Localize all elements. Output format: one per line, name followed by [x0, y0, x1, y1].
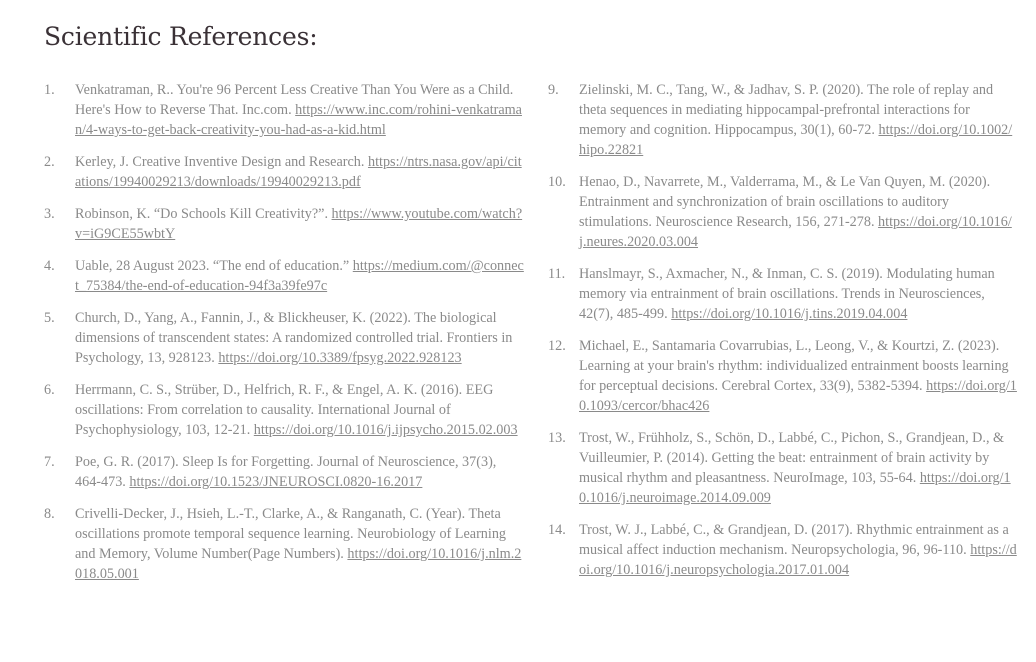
- reference-number: 12.: [548, 338, 566, 354]
- reference-text: Robinson, K. “Do Schools Kill Creativity?”.: [75, 206, 332, 222]
- reference-number: 13.: [548, 430, 566, 446]
- reference-link[interactable]: https://doi.org/10.1016/j.tins.2019.04.004: [671, 306, 908, 322]
- reference-item-10: [548, 172, 1018, 252]
- reference-number: 4.: [44, 258, 55, 274]
- reference-text: Kerley, J. Creative Inventive Design and Research.: [75, 154, 368, 170]
- reference-text: Trost, W. J., Labbé, C., & Grandjean, D. (2017). Rhythmic entrainment as a musical affect induction mechanism. Neuropsychologia, 96, 96-110.: [579, 522, 1009, 558]
- references-left-column: [44, 80, 524, 596]
- reference-item-13: [548, 428, 1018, 508]
- reference-number: 7.: [44, 454, 55, 470]
- reference-number: 11.: [548, 266, 566, 282]
- reference-text: Church, D., Yang, A., Fannin, J., & Blickheuser, K. (2022). The biological dimensions of transcendent states: A randomized controlled trial. Frontiers in Psychology, 13, 928123.: [75, 310, 513, 366]
- reference-link[interactable]: https://doi.org/10.1016/j.neuropsychologia.2017.01.004: [579, 542, 1017, 578]
- reference-number: 9.: [548, 82, 559, 98]
- reference-link[interactable]: https://ntrs.nasa.gov/api/citations/19940029213/downloads/19940029213.pdf: [75, 154, 522, 190]
- reference-item-12: [548, 336, 1018, 416]
- reference-text: Venkatraman, R.. You're 96 Percent Less Creative Than You Were as a Child. Here's How to Reverse That. Inc.com.: [75, 82, 514, 118]
- reference-number: 3.: [44, 206, 55, 222]
- reference-text: Poe, G. R. (2017). Sleep Is for Forgetting. Journal of Neuroscience, 37(3), 464-473.: [75, 454, 497, 490]
- references-right-column: [548, 80, 1018, 592]
- reference-text: Uable, 28 August 2023. “The end of education.”: [75, 258, 353, 274]
- reference-item-4: [44, 256, 524, 296]
- reference-text: Crivelli-Decker, J., Hsieh, L.-T., Clarke, A., & Ranganath, C. (Year). Theta oscillations promote temporal sequence learning. Neurobiology of Learning and Memory, Volume Number(Page Numbers).: [75, 506, 507, 562]
- reference-number: 8.: [44, 506, 55, 522]
- reference-item-3: [44, 204, 524, 244]
- reference-item-5: [44, 308, 524, 368]
- reference-item-6: [44, 380, 524, 440]
- reference-link[interactable]: https://doi.org/10.1002/hipo.22821: [579, 122, 1013, 158]
- reference-item-1: [44, 80, 524, 140]
- reference-number: 10.: [548, 174, 566, 190]
- reference-number: 6.: [44, 382, 55, 398]
- reference-text: Michael, E., Santamaria Covarrubias, L., Leong, V., & Kourtzi, Z. (2023). Learning at your brain's rhythm: individualized entrainment boosts learning for perceptual decisions. Cerebral Cortex, 33(9), 5382-5394.: [579, 338, 1009, 394]
- reference-link[interactable]: https://doi.org/10.1523/JNEUROSCI.0820-16.2017: [129, 474, 423, 490]
- reference-item-7: [44, 452, 524, 492]
- reference-link[interactable]: https://doi.org/10.1016/j.neures.2020.03.004: [579, 214, 1012, 250]
- reference-item-11: [548, 264, 1018, 324]
- reference-link[interactable]: https://www.inc.com/rohini-venkatraman/4-ways-to-get-back-creativity-you-had-as-a-kid.html: [75, 102, 522, 138]
- reference-number: 1.: [44, 82, 55, 98]
- reference-number: 14.: [548, 522, 566, 538]
- reference-text: Henao, D., Navarrete, M., Valderrama, M., & Le Van Quyen, M. (2020). Entrainment and synchronization of brain oscillations to auditory stimulations. Neuroscience Research, 156, 271-278.: [579, 174, 991, 230]
- reference-link[interactable]: https://doi.org/10.1016/j.nlm.2018.05.001: [75, 546, 522, 582]
- reference-item-8: [44, 504, 524, 584]
- reference-number: 2.: [44, 154, 55, 170]
- reference-item-14: [548, 520, 1018, 580]
- reference-text: Trost, W., Frühholz, S., Schön, D., Labbé, C., Pichon, S., Grandjean, D., & Vuilleumier, P. (2014). Getting the beat: entrainment of brain activity by musical rhythm and pleasantness. NeuroImage, 103, 55-64.: [579, 430, 1005, 486]
- reference-text: Hanslmayr, S., Axmacher, N., & Inman, C. S. (2019). Modulating human memory via entrainment of brain oscillations. Trends in Neurosciences, 42(7), 485-499.: [579, 266, 995, 322]
- reference-link[interactable]: https://medium.com/@connect_75384/the-end-of-education-94f3a39fe97c: [75, 258, 524, 294]
- reference-link[interactable]: https://doi.org/10.1093/cercor/bhac426: [579, 378, 1017, 414]
- reference-number: 5.: [44, 310, 55, 326]
- reference-item-9: [548, 80, 1018, 160]
- reference-link[interactable]: https://doi.org/10.3389/fpsyg.2022.928123: [218, 350, 462, 366]
- reference-link[interactable]: https://doi.org/10.1016/j.ijpsycho.2015.02.003: [253, 422, 518, 438]
- page-title: Scientific References:: [44, 22, 318, 51]
- reference-link[interactable]: https://doi.org/10.1016/j.neuroimage.2014.09.009: [579, 470, 1011, 506]
- reference-item-2: [44, 152, 524, 192]
- reference-text: Herrmann, C. S., Strüber, D., Helfrich, R. F., & Engel, A. K. (2016). EEG oscillations: From correlation to causality. International Journal of Psychophysiology, 103, 12-21.: [75, 382, 494, 438]
- reference-text: Zielinski, M. C., Tang, W., & Jadhav, S. P. (2020). The role of replay and theta sequences in mediating hippocampal-prefrontal interactions for memory and cognition. Hippocampus, 30(1), 60-72.: [579, 82, 994, 138]
- reference-link[interactable]: https://www.youtube.com/watch?v=iG9CE55wbtY: [75, 206, 523, 242]
